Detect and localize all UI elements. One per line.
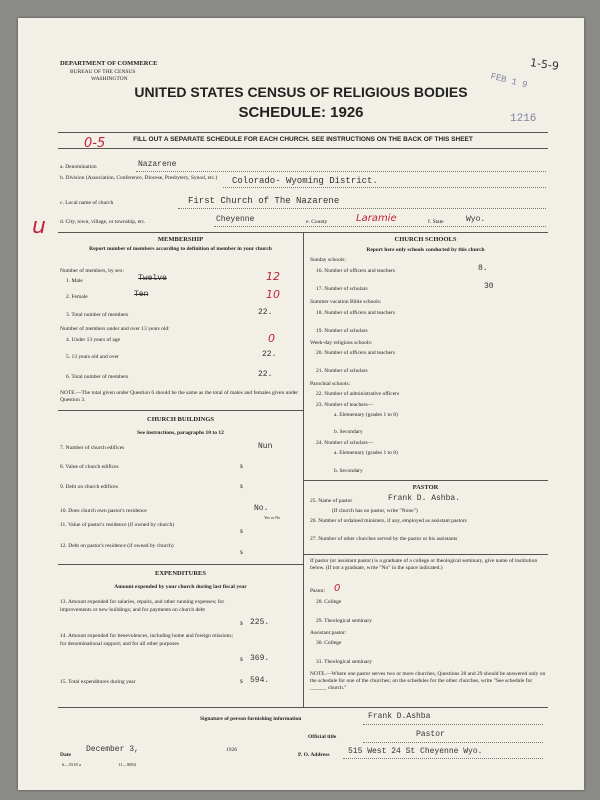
q2-red: 10 <box>266 288 280 301</box>
corner-note: 1-5-9 <box>529 56 560 73</box>
q4-red: 0 <box>268 332 275 345</box>
pastor-red-mark: 0 <box>334 583 341 594</box>
page-title: UNITED STATES CENSUS OF RELIGIOUS BODIES <box>134 84 468 100</box>
by-sex-label: Number of members, by sex: <box>60 268 124 274</box>
q15-value: 594. <box>250 676 270 685</box>
expenditures-sub: Amount expended by your church during last fiscal year <box>114 584 247 590</box>
q12-dollar: $ <box>240 550 243 556</box>
q8-dollar: $ <box>240 464 243 470</box>
q11-dollar: $ <box>240 529 243 535</box>
division-value: Colorado- Wyoming District. <box>232 176 378 186</box>
q10-label: 10. Does church own pastor's residence <box>60 508 147 514</box>
city-value: Cheyenne <box>216 215 255 224</box>
received-stamp: FEB 1 9 <box>489 71 529 91</box>
q23a-label: a. Elementary (grades 1 to 8) <box>334 412 398 418</box>
sunday-label: Sunday schools: <box>310 257 346 263</box>
date-label: Date <box>60 752 71 758</box>
graduate-note: If pastor (or assistant pastor) is a graduate of a college or theological seminary, give name of institution below. (If not a graduate, write "No" in the space indicated.) <box>310 558 538 571</box>
q16-value: 8. <box>478 264 488 273</box>
q25-label: 25. Name of pastor <box>310 498 353 504</box>
membership-title: MEMBERSHIP <box>157 236 204 243</box>
q13-dollar: $ <box>240 621 243 627</box>
q5-label: 5. 13 years old and over <box>66 354 119 360</box>
q2-label: 2. Female <box>66 294 88 300</box>
buildings-sub: See instructions, paragraphs 10 to 12 <box>137 430 224 436</box>
q10-hint: Yes or No <box>264 515 281 520</box>
state-value: Wyo. <box>466 215 486 224</box>
q23b-label: b. Secondary <box>334 429 363 435</box>
county-label: e. County <box>306 219 328 225</box>
under-over-label: Number of members under and over 13 years old: <box>60 326 170 332</box>
q11-label: 11. Value of pastor's residence (if owned by church) <box>60 522 175 528</box>
q17-label: 17. Number of scholars <box>316 286 368 292</box>
city-label: WASHINGTON <box>91 76 128 82</box>
q8-label: 8. Value of church edifices <box>60 464 119 470</box>
schools-sub: Report here only schools conducted by this church <box>366 247 485 253</box>
local-name-label: c. Local name of church <box>60 200 114 206</box>
q29-label: 29. Theological seminary <box>316 618 372 624</box>
q21-label: 21. Number of scholars <box>316 368 368 374</box>
address-label: P. O. Address <box>298 752 330 758</box>
stamp-number: 1216 <box>510 113 537 125</box>
city-field-label: d. City, town, village, or township, etc. <box>60 219 146 225</box>
schools-title: CHURCH SCHOOLS <box>394 236 457 243</box>
red-code-mark: 0-5 <box>84 136 106 151</box>
q7-value: Nun <box>258 442 273 451</box>
q14-label: 14. Amount expended for benevolences, including home and foreign missions; for denominational support; and for all other purposes <box>60 633 234 647</box>
q16-label: 16. Number of officers and teachers <box>316 268 396 274</box>
q7-label: 7. Number of church edifices <box>60 445 125 451</box>
q23-label: 23. Number of teachers— <box>316 402 374 408</box>
pastor-note: NOTE.—Where one pastor serves two or more churches, Questions 28 and 29 should be answered only on the schedule for one of the churches; on the schedules for the other churches, write "See schedule for ______ church." <box>310 671 546 691</box>
q22-label: 22. Number of administrative officers <box>316 391 400 397</box>
q3-value: 22. <box>258 308 273 317</box>
q27-label: 27. Number of other churches served by the pastor or his assistants <box>310 536 458 542</box>
signature-label: Signature of person furnishing information <box>200 716 302 722</box>
asst-pastor-label: Assistant pastor: <box>310 630 347 636</box>
expenditures-title: EXPENDITURES <box>155 570 206 577</box>
q19-label: 19. Number of scholars <box>316 328 368 334</box>
state-label: f. State <box>428 219 444 225</box>
red-u-mark: u <box>32 214 46 239</box>
q25-value: Frank D. Ashba. <box>388 494 461 503</box>
q20-label: 20. Number of officers and teachers <box>316 350 396 356</box>
instruction-banner: FILL OUT A SEPARATE SCHEDULE FOR EACH CHURCH. SEE INSTRUCTIONS ON THE BACK OF THIS SHEET <box>133 136 473 143</box>
q13-value: 225. <box>250 618 270 627</box>
membership-note: NOTE.—The total given under Question 6 should be the same as the total of males and females given under Question 3. <box>60 390 299 403</box>
form-code-2: 11—9084 <box>118 762 136 767</box>
q30-label: 30. College <box>316 640 342 646</box>
q14-value: 369. <box>250 654 270 663</box>
q26-label: 26. Number of ordained ministers, if any, employed as assistant pastors <box>310 518 467 524</box>
q6-value: 22. <box>258 370 273 379</box>
membership-sub: Report number of members according to definition of member in your church <box>89 246 272 252</box>
q9-label: 9. Debt on church edifices <box>60 484 118 490</box>
census-schedule-sheet <box>18 18 584 790</box>
q14-dollar: $ <box>240 657 243 663</box>
address-value: 515 West 24 St Cheyenne Wyo. <box>348 747 483 756</box>
q13-label: 13. Amount expended for salaries, repairs, and other running expenses; for improvements or new buildings; and for payments on church debt <box>60 599 225 613</box>
q6-label: 6. Total number of members <box>66 374 129 380</box>
summer-label: Summer vacation Bible schools: <box>310 299 382 305</box>
date-year: 1926 <box>226 747 237 753</box>
q3-label: 3. Total number of members <box>66 312 129 318</box>
bureau-label: BUREAU OF THE CENSUS <box>70 69 136 75</box>
q24b-label: b. Secondary <box>334 468 363 474</box>
q28-label: 28. College <box>316 599 342 605</box>
q25-hint: (If church has no pastor, write "None") <box>332 508 418 514</box>
q10-value: No. <box>254 504 269 513</box>
q9-dollar: $ <box>240 484 243 490</box>
pastor-sub-label: Pastor: <box>310 588 326 594</box>
local-name-value: First Church of The Nazarene <box>188 196 340 206</box>
official-title-value: Pastor <box>416 730 445 739</box>
q15-label: 15. Total expenditures during year <box>60 679 136 685</box>
q24-label: 24. Number of scholars— <box>316 440 374 446</box>
q5-value: 22. <box>262 350 277 359</box>
q12-label: 12. Debt on pastor's residence (if owned by church) <box>60 543 174 549</box>
q31-label: 31. Theological seminary <box>316 659 372 665</box>
parochial-label: Parochial schools: <box>310 381 351 387</box>
signature-value: Frank D.Ashba <box>368 712 431 721</box>
q18-label: 18. Number of officers and teachers <box>316 310 396 316</box>
buildings-title: CHURCH BUILDINGS <box>147 416 214 423</box>
county-value: Laramie <box>356 213 397 224</box>
denomination-label: a. Denomination <box>60 164 97 170</box>
form-code-1: 6—5518 a <box>62 762 81 767</box>
date-value: December 3, <box>86 745 139 754</box>
q15-dollar: $ <box>240 679 243 685</box>
q24a-label: a. Elementary (grades 1 to 8) <box>334 450 398 456</box>
q1-typed: Twelve <box>138 274 167 283</box>
q17-value: 30 <box>484 282 494 291</box>
weekday-label: Week-day religious schools: <box>310 340 373 346</box>
pastor-title: PASTOR <box>412 484 439 491</box>
q1-label: 1. Male <box>66 278 83 284</box>
q2-typed: Ten <box>134 290 149 299</box>
schedule-title: SCHEDULE: 1926 <box>238 104 364 121</box>
dept-label: DEPARTMENT OF COMMERCE <box>60 60 158 67</box>
official-title-label: Official title <box>308 734 337 740</box>
denomination-value: Nazarene <box>138 160 177 169</box>
division-label: b. Division (Association, Conference, Diocese, Presbytery, Synod, etc.) <box>60 175 218 181</box>
q1-red: 12 <box>266 270 280 283</box>
q4-label: 4. Under 13 years of age <box>66 337 121 343</box>
